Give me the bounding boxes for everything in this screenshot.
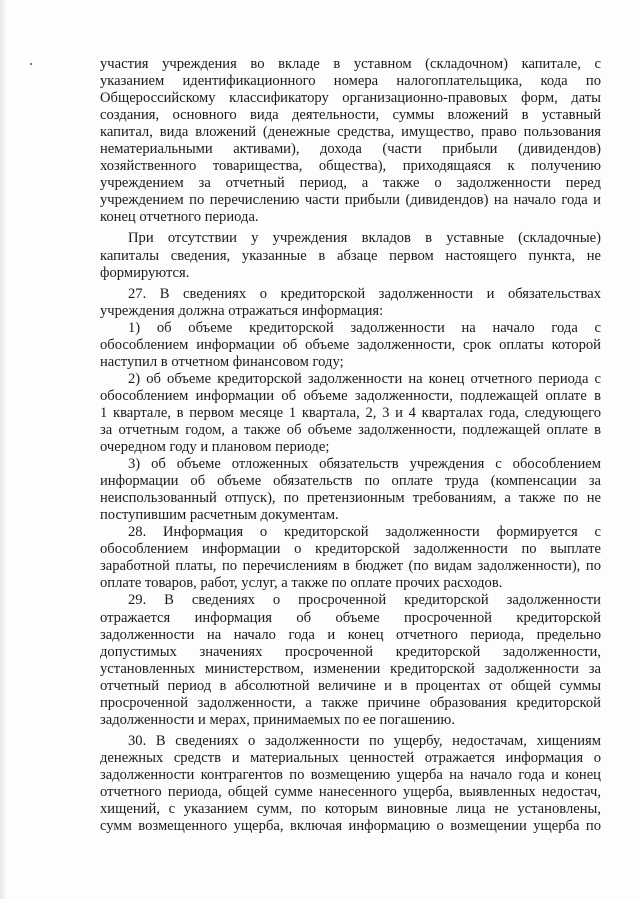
text-line: хозяйственного товарищества, общества), приходящаяся к получению xyxy=(100,158,601,175)
text-line: нематериальными активами), дохода (части прибыли (дивидендов) xyxy=(100,141,601,158)
text-line: обособлением информации об объеме задолженности, подлежащей оплате в xyxy=(100,387,601,404)
text-line: наступил в отчетном финансовом году; xyxy=(100,353,344,370)
text-line: Общероссийскому классификатору организационно-правовых форм, даты xyxy=(100,90,601,107)
scan-speck xyxy=(30,63,32,65)
document-body xyxy=(100,56,601,835)
text-line: поступившим расчетным документам. xyxy=(100,507,339,524)
text-line: денежных средств и материальных ценностей отражается информация о xyxy=(100,749,601,766)
text-line: капитал, вида вложений (денежные средства, имущество, право пользования xyxy=(100,124,601,141)
text-line: заработной платы, по перечислениям в бюджет (по видам задолженности), по xyxy=(100,558,601,575)
text-line: учреждения должна отражаться информация: xyxy=(100,302,384,319)
text-line: хищений, с указанием сумм, по которым виновные лица не установлены, xyxy=(100,801,601,818)
text-line: информации об объеме обязательств по оплате труда (компенсации за xyxy=(100,473,601,490)
text-line: задолженности на начало года и конец отчетного периода, предельно xyxy=(100,626,601,643)
text-line: просроченной задолженности, а также причине образования кредиторской xyxy=(100,694,601,711)
text-line: 3) об объеме отложенных обязательств учреждения с обособлением xyxy=(128,456,601,473)
text-line: капиталы сведения, указанные в абзаце первом настоящего пункта, не xyxy=(100,247,601,264)
text-line: задолженности контрагентов по возмещению ущерба на начало года и конец xyxy=(100,766,601,783)
text-line: При отсутствии у учреждения вкладов в уставные (складочные) xyxy=(128,230,601,247)
text-line: создания, основного вида деятельности, суммы вложений в уставный xyxy=(100,107,601,124)
text-line: сумм возмещенного ущерба, включая информацию о возмещении ущерба по xyxy=(100,818,601,835)
text-line: учреждением по перечислению части прибыли (дивидендов) на начало года и xyxy=(100,192,601,209)
text-line: отражается информация об объеме просроченной кредиторской xyxy=(100,609,601,626)
text-line: за отчетным годом, а также об объеме задолженности, подлежащей оплате в xyxy=(100,421,601,438)
text-line: неиспользованный отпуск), по претензионным требованиям, а также по не xyxy=(100,490,601,507)
text-line: 1 квартале, в первом месяце 1 квартала, 2, 3 и 4 кварталах года, следующего xyxy=(100,404,601,421)
text-line: отчетный период в абсолютной величине и в процентах от общей суммы xyxy=(100,677,601,694)
text-line: допустимых значениях просроченной кредиторской задолженности, xyxy=(100,643,601,660)
text-line: 30. В сведениях о задолженности по ущербу, недостачам, хищениям xyxy=(128,732,601,749)
text-line: 2) об объеме кредиторской задолженности на конец отчетного периода с xyxy=(128,370,601,387)
text-line: 29. В сведениях о просроченной кредиторской задолженности xyxy=(128,592,601,609)
text-line: отчетного периода, общей сумме нанесенного ущерба, выявленных недостач, xyxy=(100,783,601,800)
text-line: оплате товаров, работ, услуг, а также по оплате прочих расходов. xyxy=(100,575,503,592)
text-line: участия учреждения во вкладе в уставном (складочном) капитале, с xyxy=(100,56,601,72)
text-line: формируются. xyxy=(100,264,190,281)
text-line: учреждением за отчетный период, а также о задолженности перед xyxy=(100,175,601,192)
text-line: указанием идентификационного номера налогоплательщика, кода по xyxy=(100,73,601,90)
text-line: 1) об объеме кредиторской задолженности на начало года с xyxy=(128,319,601,336)
text-line: 27. В сведениях о кредиторской задолженности и обязательствах xyxy=(128,285,601,302)
text-line: 28. Информация о кредиторской задолженности формируется с xyxy=(128,524,601,541)
text-line: очередном году и плановом периоде; xyxy=(100,439,330,456)
text-line: конец отчетного периода. xyxy=(100,209,259,226)
text-line: установленных министерством, изменении кредиторской задолженности за xyxy=(100,660,601,677)
text-line: задолженности и мерах, принимаемых по ее погашению. xyxy=(100,711,455,728)
text-line: обособлением информации об объеме задолженности, срок оплаты которой xyxy=(100,336,601,353)
text-line: обособлением информации о кредиторской задолженности по выплате xyxy=(100,541,601,558)
scan-edge-shadow xyxy=(0,0,6,899)
